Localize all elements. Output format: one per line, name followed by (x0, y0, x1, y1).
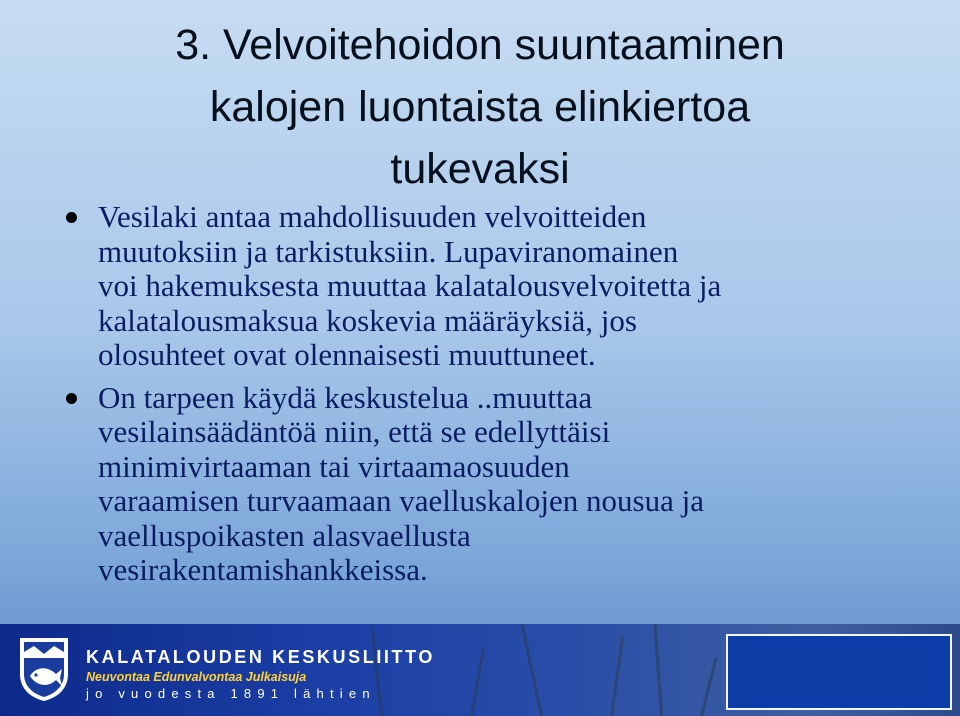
reed-decoration (610, 637, 624, 716)
title-line: tukevaksi (390, 145, 570, 193)
organization-tagline: Neuvontaa Edunvalvontaa Julkaisuja (86, 670, 307, 684)
bullet-line: vaelluspoikasten alasvaellusta (98, 517, 471, 553)
fish-shield-icon (18, 636, 70, 702)
slide-title (20, 14, 940, 200)
bullet-dot-icon (66, 393, 77, 404)
bullet-list (62, 200, 922, 596)
reed-decoration (520, 624, 543, 716)
reed-decoration (700, 657, 717, 716)
reed-decoration (470, 647, 485, 716)
bullet-line: On tarpeen käydä keskustelua ..muuttaa (98, 379, 593, 415)
bullet-item (62, 200, 922, 373)
reed-decoration (654, 624, 663, 716)
organization-name: KALATALOUDEN KESKUSLIITTO (86, 647, 435, 667)
bullet-line: minimivirtaaman tai virtaamaosuuden (98, 448, 570, 484)
bullet-line: varaamisen turvaamaan vaelluskalojen nousua ja (98, 483, 704, 518)
title-line: 3. Velvoitehoidon suuntaaminen (175, 21, 785, 69)
organization-since: jo vuodesta 1891 lähtien (86, 686, 376, 701)
bullet-dot-icon (66, 212, 77, 223)
bullet-line: kalatalousmaksua koskevia määräyksiä, jos (98, 302, 637, 338)
title-line: kalojen luontaista elinkiertoa (209, 83, 751, 131)
footer-corner-box (726, 634, 952, 710)
bullet-line: vesilainsäädäntöä niin, että se edellyttäisi (98, 414, 611, 449)
bullet-item (62, 381, 922, 588)
reed-decoration (371, 626, 383, 716)
bullet-line: Vesilaki antaa mahdollisuuden velvoitteiden (98, 199, 647, 234)
bullet-line: voi hakemuksesta muuttaa kalatalousvelvoitetta ja (98, 268, 722, 303)
bullet-line: muutoksiin ja tarkistuksiin. Lupaviranomainen (98, 233, 679, 269)
bullet-line: vesirakentamishankkeissa. (98, 552, 428, 587)
bullet-line: olosuhteet ovat olennaisesti muuttuneet. (98, 337, 596, 372)
